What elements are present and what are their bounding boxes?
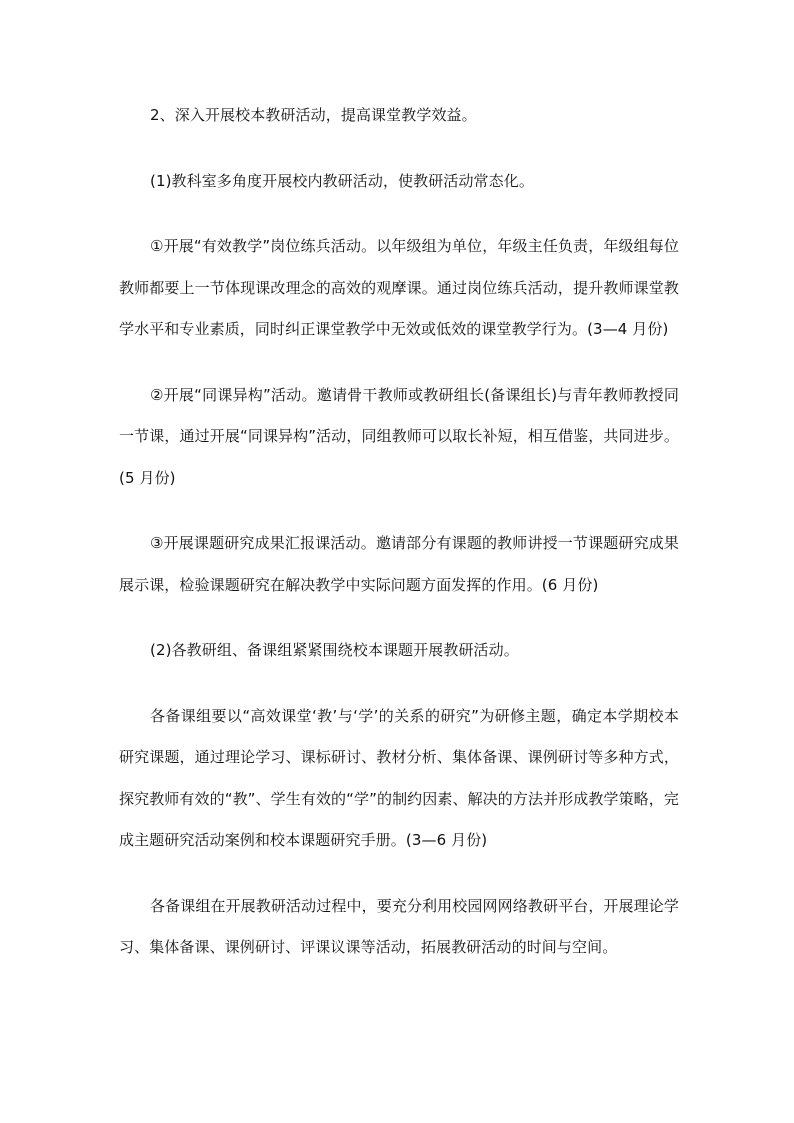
paragraph-item-3: ③开展课题研究成果汇报课活动。邀请部分有课题的教师讲授一节课题研究成果展示课，检验课题研究在解决教学中实际问题方面发挥的作用。(6 月份) xyxy=(119,534,679,594)
paragraph-gap xyxy=(119,202,679,226)
paragraph-gap xyxy=(119,672,679,696)
paragraph-gap xyxy=(119,606,679,630)
paragraph-item-2: ②开展“同课异构”活动。邀请骨干教师或教研组长(备课组长)与青年教师教授同一节课，通过开展“同课异构”活动，同组教师可以取长补短，相互借鉴，共同进步。(5 月份) xyxy=(119,385,679,487)
paragraph-gap xyxy=(119,862,679,886)
paragraph-gap xyxy=(119,499,679,523)
subsection-heading: (1)教科室多角度开展校内教研活动，使教研活动常态化。 xyxy=(150,171,534,190)
body-paragraph: 各备课组在开展教研活动过程中，要充分利用校园网网络教研平台，开展理论学习、集体备课、课例研讨、评课议课等活动，拓展教研活动的时间与空间。 xyxy=(119,896,679,956)
subsection-heading-2: (2)各教研组、备课组紧紧围绕校本课题开展教研活动。 xyxy=(150,641,519,659)
paragraph-item-1: ①开展“有效教学”岗位练兵活动。以年级组为单位，年级主任负责，年级组每位教师都要上一节体现课改理念的高效的观摩课。通过岗位练兵活动，提升教师课堂教学水平和专业素质，同时纠正课堂教学中无效或低效的课堂教学行为。(3—4 月份) xyxy=(119,237,679,338)
body-paragraph: 各备课组要以“高效课堂‘教’与‘学’的关系的研究”为研修主题，确定本学期校本研究课题，通过理论学习、课标研讨、教材分析、集体备课、课例研讨等多种方式，探究教师有效的“教”、学生有效的“学”的制约因素、解决的方法并形成教学策略，完成主题研究活动案例和校本课题研究手册。(3—6 月份) xyxy=(119,706,679,849)
document-page xyxy=(119,95,679,969)
paragraph-gap xyxy=(119,351,679,375)
paragraph-gap xyxy=(119,137,679,161)
section-heading: 2、深入开展校本教研活动，提高课堂教学效益。 xyxy=(150,106,477,124)
